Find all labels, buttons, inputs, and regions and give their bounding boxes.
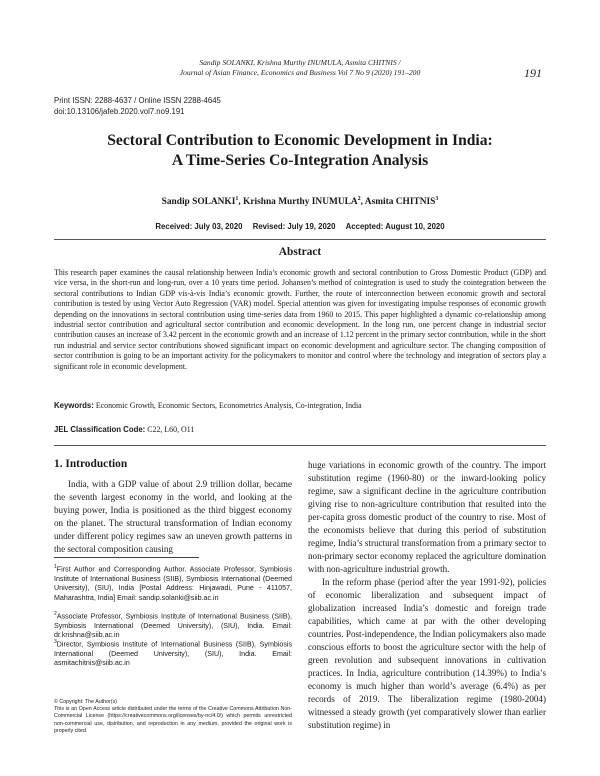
jel-text: C22, L60, O11: [145, 425, 195, 434]
footnote-2: [54, 610, 292, 641]
body-paragraph: India, with a GDP value of about 2.9 trillion dollar, became the seventh largest economy in the world, and looking at the buying power, India is positioned as the third biggest economy on the planet. The structural transformation of Indian economy under different policy regimes saw an uneven growth patterns in the sectoral composition causing: [54, 479, 292, 554]
jel-label: JEL Classification Code:: [54, 425, 146, 434]
author-1: Sandip SOLANKI: [161, 197, 236, 208]
author-2-affiliation: 2: [357, 196, 361, 202]
issn-line: Print ISSN: 2288-4637 / Online ISSN 2288-4645: [54, 96, 221, 105]
body-paragraph: huge variations in economic growth of the country. The import substitution regime (1960-80) or the inward-looking policy regime, saw a significant decline in the agriculture contribution giving rise to non-agriculture contribution that resulted into the per-capita gross domestic product of the country to rise. Most of the economists believe that during this period of substitution regime, India’s structural transformation from a primary sector to non-primary sector economy replaced the agriculture domination with non-agriculture industrial growth.: [308, 460, 546, 574]
divider: [54, 445, 546, 446]
body-column-left: [54, 478, 292, 556]
body-column-right: [308, 459, 546, 732]
title-line-1: Sectoral Contribution to Economic Development in India:: [107, 132, 493, 149]
author-separator: ,: [238, 197, 244, 208]
section-heading: 1. Introduction: [54, 458, 128, 470]
author-2: Krishna Murthy INUMULA: [243, 197, 358, 208]
accepted-date: Accepted: August 10, 2020: [345, 222, 445, 231]
author-3: Asmita CHITNIS: [364, 197, 436, 208]
author-separator: ,: [360, 197, 365, 208]
author-1-affiliation: 1: [235, 196, 239, 202]
abstract-heading: Abstract: [278, 246, 322, 258]
divider: [54, 239, 546, 240]
page-number: 191: [524, 66, 542, 80]
footnote-marker: 2: [54, 611, 57, 617]
revised-date: Revised: July 19, 2020: [252, 222, 336, 231]
running-header-authors: Sandip SOLANKI, Krishna Murthy INUMULA, Asmita CHITNIS /: [199, 58, 401, 67]
received-date: Received: July 03, 2020: [155, 222, 243, 231]
license-text: This is an Open Access article distributed under the terms of the Creative Commons Attribution Non-Commercial License (https://creativecommons.org/licenses/by-nc/4.0/) which permits unrestricted non-commercial use, distribution, and reproduction in any medium, provided the original work is properly cited.: [54, 706, 292, 734]
footnote-divider: [54, 557, 199, 558]
title-line-2: A Time-Series Co-Integration Analysis: [171, 152, 429, 169]
footnote-3: [54, 638, 292, 669]
footnote-text: Director, Symbiosis Institute of International Business (SIIB), Symbiosis International (Deemed University), (SIU), India. Email: asmitachitnis@siib.ac.in: [54, 640, 292, 668]
footnote-marker: 1: [54, 564, 57, 570]
keywords-label: Keywords:: [54, 401, 94, 410]
footnote-1: [54, 563, 292, 603]
keywords: [54, 401, 546, 410]
issn-block: [54, 96, 221, 117]
footnote-text: Associate Professor, Symbiosis Institute of International Business (SIIB), Symbiosis International (Deemed University), (SIU), India. Email: dr.krishna@siib.ac.in: [54, 612, 292, 640]
copyright-line: © Copyright: The Author(s): [54, 699, 117, 705]
author-3-affiliation: 3: [435, 196, 439, 202]
jel-codes: [54, 425, 546, 434]
copyright-notice: [54, 699, 292, 735]
doi-line: doi:10.13106/jafeb.2020.vol7.no9.191: [54, 106, 185, 116]
paper-title: [0, 131, 600, 171]
running-header-journal: Journal of Asian Finance, Economics and Business Vol 7 No 9 (2020) 191–200: [179, 68, 421, 77]
article-dates: [0, 222, 600, 231]
body-paragraph: In the reform phase (period after the year 1991-92), policies of economic liberalization and subsequent impact of globalization increased India’s domestic and foreign trade capabilities, which came at par with the other developing countries. Post-independence, the Indian policymakers also made conscious efforts to boost the agriculture sector with the help of green revolution and subsequent innovations in cultivation practices. In India, agriculture contribution (14.39%) to India’s economy is much higher than world’s average (6.4%) as per records of 2019. The liberalization regime (1980-2004) witnessed a steady growth (yet comparatively slower than earlier substitution regime) in: [308, 577, 546, 730]
footnote-text: First Author and Corresponding Author. Associate Professor, Symbiosis Institute of International Business (SIIB), Symbiosis International (Deemed University), (SIU), India [Postal Address: Hinjawadi, Pune - 411057, Maharashtra, India] Email: sandip.solanki@siib.ac.in: [54, 565, 292, 602]
author-list: [0, 196, 600, 207]
footnote-marker: 3: [54, 639, 57, 645]
keywords-text: Economic Growth, Economic Sectors, Econometrics Analysis, Co-integration, India: [93, 401, 362, 410]
abstract-text: This research paper examines the causal relationship between India’s economic growth and sectoral contribution to Gross Domestic Product (GDP) and vice versa, in the short-run and long-run, over a 10 years time period. Johansen’s method of cointegration is used to study the cointegration between the sectoral contributions to Indian GDP vis-à-vis India’s economic growth. Further, the route of interconnection between economic growth and sectoral contribution is tested by using Vector Auto Regression (VAR) model. Special attention was given for investigating impulse responses of economic growth depending on the innovations in sectoral contribution using time-series data from 1960 to 2015. This paper highlighted a dynamic co-relationship among industrial sector contribution and agricultural sector contribution and economic development. In the long run, one percent change in industrial sector contribution causes an increase of 3.42 percent in the economic growth and an increase of 1.12 percent in the primary sector contribution, while in the short run industrial and service sector contributions showed significant impact on economic development and agriculture sector. The changing composition of sector contribution is going to be an important activity for the policymakers to monitor and control where the technology and integration of sectors play a significant role in economic development.: [54, 268, 546, 371]
